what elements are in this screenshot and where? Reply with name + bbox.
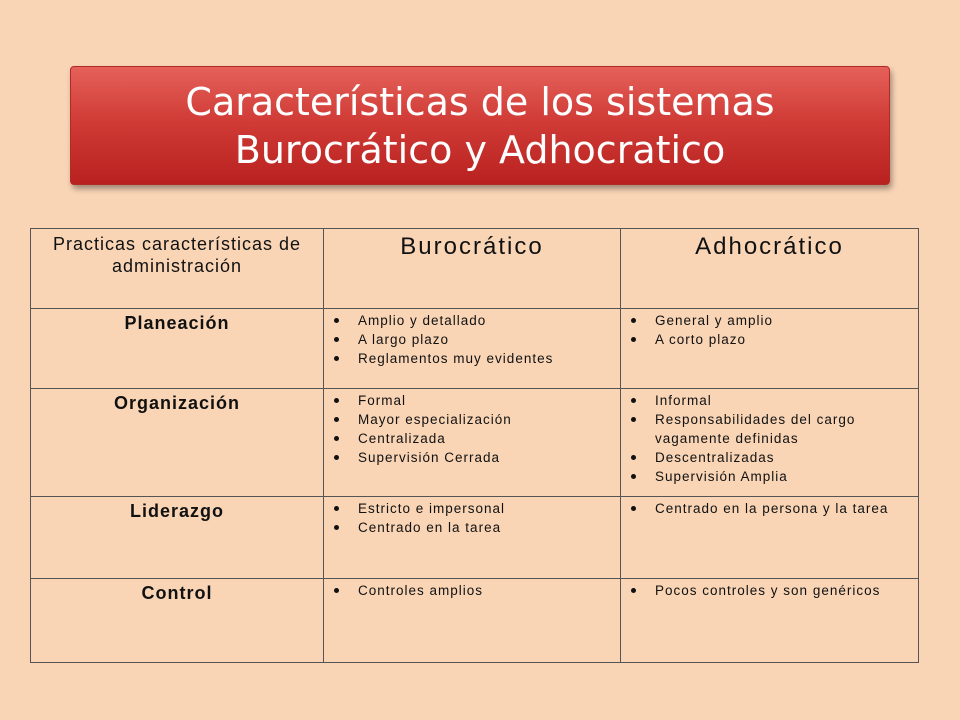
comparison-table [30,228,919,663]
cell-adhocratico [621,579,919,663]
table-row [31,497,919,579]
list-item: Controles amplios [358,581,620,600]
list-item: Centrado en la tarea [358,518,620,537]
header-adhocratico: Adhocrático [621,229,919,309]
row-label-organizacion: Organización [31,389,324,497]
cell-burocratico [324,389,621,497]
header-burocratico: Burocrático [324,229,621,309]
table-row [31,309,919,389]
cell-adhocratico [621,309,919,389]
cell-adhocratico [621,389,919,497]
row-label-planeacion: Planeación [31,309,324,389]
list-item: Mayor especialización [358,410,620,429]
list-item: Centralizada [358,429,620,448]
list-item: Supervisión Cerrada [358,448,620,467]
list-item: Estricto e impersonal [358,499,620,518]
list-item: A largo plazo [358,330,620,349]
cell-burocratico [324,497,621,579]
list-item: A corto plazo [655,330,918,349]
list-item: General y amplio [655,311,918,330]
cell-burocratico [324,309,621,389]
list-item: Supervisión Amplia [655,467,918,486]
cell-burocratico [324,579,621,663]
header-practicas: Practicas características de administración [31,229,324,309]
table-header-row [31,229,919,309]
list-item: Reglamentos muy evidentes [358,349,620,368]
list-item: Responsabilidades del cargo vagamente definidas [655,410,918,448]
slide-title-banner [70,66,890,185]
row-label-liderazgo: Liderazgo [31,497,324,579]
cell-adhocratico [621,497,919,579]
table-row [31,389,919,497]
row-label-control: Control [31,579,324,663]
list-item: Descentralizadas [655,448,918,467]
slide-title-line-2: Burocrático y Adhocratico [234,127,726,172]
list-item: Pocos controles y son genéricos [655,581,918,600]
table-row [31,579,919,663]
list-item: Formal [358,391,620,410]
list-item: Informal [655,391,918,410]
list-item: Amplio y detallado [358,311,620,330]
list-item: Centrado en la persona y la tarea [655,499,918,518]
slide-title-line-1: Características de los sistemas [185,79,775,124]
